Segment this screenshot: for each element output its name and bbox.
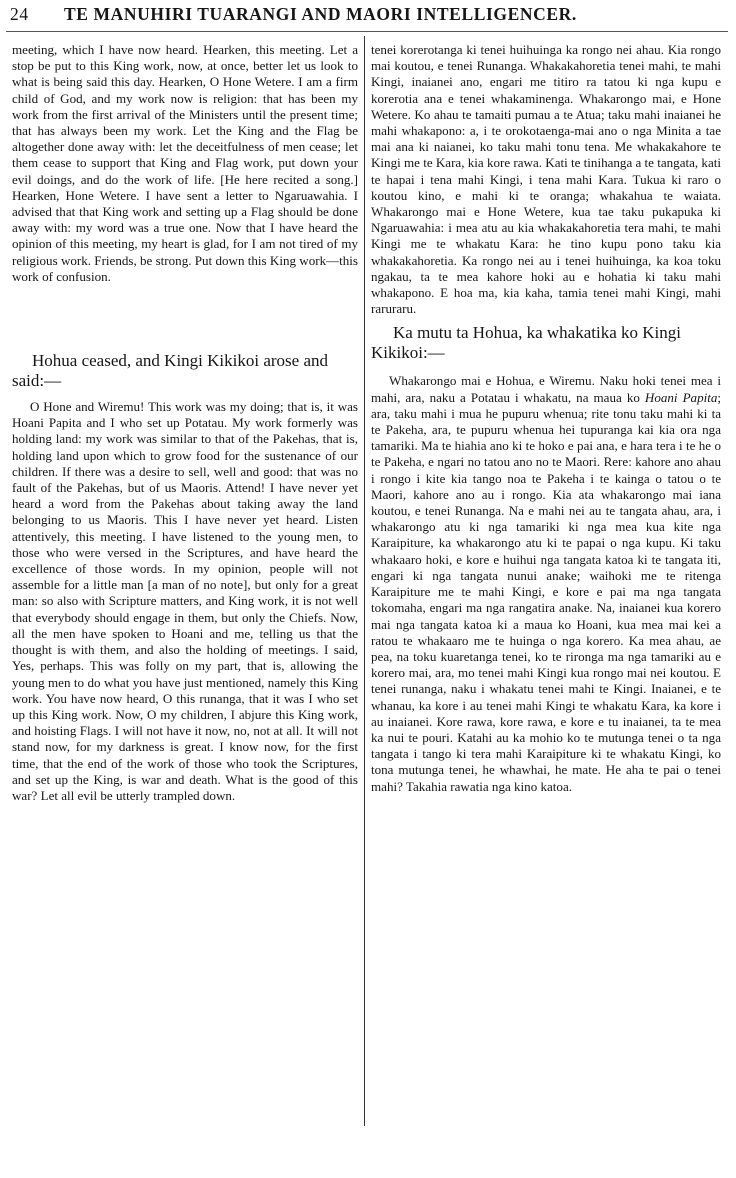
publication-title: TE MANUHIRI TUARANGI AND MAORI INTELLIGENCER.	[64, 4, 577, 24]
maori-paragraph-2-start: Whakarongo mai e Hohua, e Wiremu. Naku hoki tenei mea i mahi, ara, naku a Potatau i whakatu, na maua ko	[371, 373, 721, 405]
maori-section-heading: Ka mutu ta Hohua, ka whakatika ko Kingi Kikikoi:—	[371, 323, 681, 363]
maori-column	[371, 42, 721, 795]
english-paragraph-2: O Hone and Wiremu! This work was my doing; that is, it was Hoani Papita and I who set up Potatau. My work formerly was holding land: my work was similar to that of the Pakehas, that is, holding land upon which to grow food for the sustenance of our children. If there was a desire to sell, well and good: that was no fault of the Pakehas, but of us Maoris. Attend! I have never yet heard a word from the Pakehas about taking away the land belonging to us Maoris. This I have never yet heard. Listen attentively, this meeting. I have listened to the young men, to those who were versed in the Scriptures, and have heard the excellence of those words. In my opinion, people will not assemble for a little man [a man of no note], but only for a great man: so also with Scripture matters, and King work, it is not well that everybody should engage in them, but only the Chiefs. Now, all the men have spoken to Hoani and me, telling us that the thought is with them, and also the holding of meetings. I said, Yes, perhaps. This was folly on my part, that is, allowing the young men to do what you have just mentioned, namely this King work. You have now heard, O this runanga, that it was I who set up this King work. Now, O my children, I abjure this King work, and hoisting Flags. I will not have it now, no, not at all. It will not stand now, for my darkness is great. I know now, for the first time, that the end of the work of those who took the Scriptures, and set up the King, is war and death. What is the good of this war? Let all evil be utterly trampled down.	[12, 399, 358, 803]
header-rule	[6, 31, 728, 32]
page-header	[10, 4, 728, 28]
maori-paragraph-2	[371, 373, 721, 794]
english-paragraph-1: meeting, which I have now heard. Hearken, this meeting. Let a stop be put to this King work, now, at once, better let us look to what is being said this day. Hearken, O Hone Wetere. I am a firm child of God, and my work now is religion: that has been my work from the first arrival of the Ministers until the present time; that has always been my work. Let the King and the Flag be altogether done away with: let the deceitfulness of men cease; let them cease to support that King and Flag work, put down your evil doings, and do the work of life. [He here recited a song.] Hearken, Hone Wetere. I have sent a letter to Ngaruawahia. I advised that that King work and setting up a Flag should be done away with: my word was a true one. Now that I have heard the opinion of this meeting, my heart is glad, for I am not tired of my religious work. Friends, be strong. Put down this King work—this work of confusion.	[12, 42, 358, 284]
page-number: 24	[10, 4, 29, 24]
english-column	[12, 42, 358, 804]
maori-paragraph-1: tenei korerotanga ki tenei huihuinga ka rongo nei ahau. Kia rongo mai koutou, e tenei Runanga. Whakakahoretia tenei mahi, te mahi Kingi, inaianei ano, engari me titiro ra tatou ki nga kupu e korerotia ana e tenei whakaminenga. Whakarongo mai, e Hone Wetere. Ko ahau te tamaiti pumau a te Atua; taku mahi inaianei he mahi whakapono: a, i te orokotaenga-mai ano o nga Minita a tae mai ana ki naianei, ko taku mahi tonu tena. Me whakakahore te Kingi me te Kara, kia kore rawa. Kati te tinihanga a te tangata, kati te hapai i tena mahi Kingi, i tena mahi Kara. Tukua ki raro o koutou kino, e mahi ki te oranga; whakahua te waiata. Whakarongo mai e Hone Wetere, kua tae taku pukapuka ki Ngaruawahia: i mea atu au kia whakakahoretia tera mahi, te mahi Kingi me te whakatu Kara: he tino kupu pono taku kia whakakahoretia. Ka rongo nei au i tenei huihuinga, ka koa toku ngakau, ta te mea kahore hoki au e hohatia ki taku mahi whakapono. E hoa ma, kia kaha, tamia tenei mahi Kingi, mahi raruraru.	[371, 42, 721, 317]
maori-paragraph-2-rest: ; ara, taku mahi i mua he pupuru whenua; rite tonu taku mahi ki ta te Pakeha, ara, te pupuru whenua hei tupuranga kai kia ora nga tamariki. Ma te hiahia ano ki te hoko e pai ana, e hara tera i te he o te Pakeha, e ngari no tatou ano no te Maori. Rere: kahore ano ahau i rongo i kite kia tango noa te Pakeha i te kainga o tatou o te Maori, kahore ano au i rongo. Kia ata whakarongo mai iana koutou, e tenei Runanga. Na e mahi nei au te tangata ahau, ara, i whakarongo atu ki nga tamariki ki nga mea kua kite nga Karaipiture, ka whakarongo atu ki te papai o nga kupu. Ki taku whakaaro hoki, e kore e huihui nga tangata katoa ki te tangata iti, engari ki nga tangata nunui anake; waihoki me te ritenga Karaipiture me te mahi Kingi, e kore e pai ma nga tangata tokomaha, engari ma nga rangatira anake. Na, inaianei kua korero mai nga tangata katoa ki a maua ko Hoani, kua mea mai kei a ratou te whakaaro me te huinga o nga korero. Ka mea ahau, ae pea, na toku kuaretanga tenei, ko te rironga ma nga tamariki au e korero mai, ara, mo tenei mahi Kingi kua rongo mai nei koutou. E tenei runanga, naku i whakatu tenei mahi te Kingi. Inaianei, e te whanau, ka kore i au tenei mahi Kingi te whakatu Kara, ka kore i au inaianei. Kore rawa, kore rawa, e kore e tu inaianei, ta te mea ka nui te pouri. Katahi au ka mohio ko te mutunga tenei o ta nga tangata i tango ki tera mahi Karaipiture ki te whakatu Kingi, ko tona mutunga tenei, he whawhai, he mate. He aha te pai o tenei mahi? Takahia rawatia nga kino katoa.	[371, 389, 721, 794]
maori-italic-name: Hoani Papita	[644, 389, 718, 405]
column-divider	[364, 36, 365, 1126]
english-section-heading: Hohua ceased, and Kingi Kikikoi arose and said:—	[12, 351, 328, 391]
